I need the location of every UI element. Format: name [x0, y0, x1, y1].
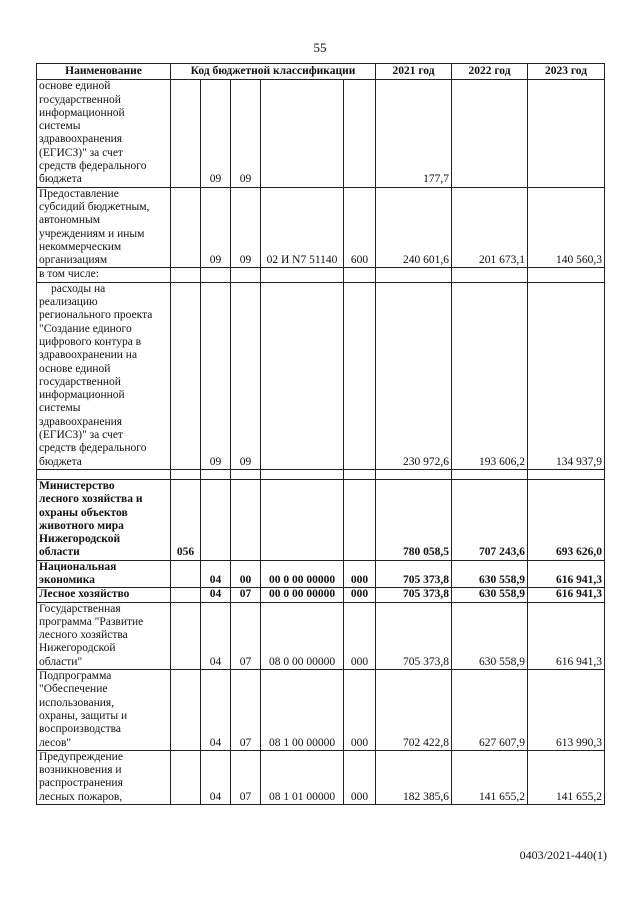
row-name-line: лесного хозяйства [39, 629, 128, 642]
spacer-cell [452, 469, 528, 479]
table-row [37, 80, 605, 187]
cell-section: 09 [201, 187, 231, 268]
cell-2021: 240 601,6 [376, 187, 452, 268]
cell-2023: 616 941,3 [528, 602, 605, 669]
cell-expense-type: 000 [344, 602, 376, 669]
cell-target-article [261, 80, 344, 187]
row-name-line: Нижегородской [39, 533, 121, 546]
cell-2021: 230 972,6 [376, 282, 452, 469]
cell-2023: 141 655,2 [528, 750, 605, 804]
cell-subsection: 00 [231, 560, 261, 588]
row-name-line: области" [39, 655, 83, 668]
budget-table [36, 63, 605, 805]
table-row [37, 588, 605, 602]
row-name [37, 479, 171, 560]
row-name-line: экономика [39, 573, 96, 586]
spacer-cell [528, 469, 605, 479]
row-name-line: информационной [39, 106, 125, 119]
cell-2023: 140 560,3 [528, 187, 605, 268]
spacer-cell [37, 469, 171, 479]
cell-2023: 134 937,9 [528, 282, 605, 469]
row-name-line: основе единой [39, 80, 111, 93]
cell-2022: 201 673,1 [452, 187, 528, 268]
cell-ved [171, 560, 201, 588]
row-name-line: Предоставление [39, 187, 119, 200]
table-row [37, 469, 605, 479]
cell-2021: 705 373,8 [376, 560, 452, 588]
cell-2021: 177,7 [376, 80, 452, 187]
spacer-cell [261, 469, 344, 479]
row-name-line: системы [39, 402, 81, 415]
header-2021: 2021 год [376, 64, 452, 80]
row-name [37, 282, 171, 469]
row-name-line: распространения [39, 777, 123, 790]
cell-section: 04 [201, 750, 231, 804]
row-name-line: области [39, 546, 80, 559]
cell-expense-type [344, 268, 376, 282]
row-name-line: средств федерального [39, 160, 147, 173]
spacer-cell [231, 469, 261, 479]
row-name-line: информационной [39, 389, 125, 402]
cell-expense-type [344, 282, 376, 469]
row-name-line: Предупреждение [39, 750, 123, 763]
cell-expense-type: 000 [344, 560, 376, 588]
spacer-cell [201, 469, 231, 479]
row-name-line: некоммерческим [39, 240, 122, 253]
document-code: 0403/2021-440(1) [519, 848, 607, 862]
cell-target-article: 00 0 00 00000 [261, 560, 344, 588]
cell-target-article [261, 268, 344, 282]
table-row [37, 602, 605, 669]
cell-2021: 705 373,8 [376, 588, 452, 602]
cell-2021: 705 373,8 [376, 602, 452, 669]
row-name-line: животного мира [39, 519, 124, 532]
row-name-line: государственной [39, 375, 121, 388]
row-name [37, 80, 171, 187]
row-name-line: бюджета [39, 455, 82, 468]
row-name-line: средств федерального [39, 442, 147, 455]
cell-target-article: 08 1 01 00000 [261, 750, 344, 804]
cell-target-article: 00 0 00 00000 [261, 588, 344, 602]
row-name-line: Нижегородской [39, 642, 116, 655]
cell-subsection: 07 [231, 750, 261, 804]
cell-2021: 182 385,6 [376, 750, 452, 804]
cell-2022: 630 558,9 [452, 588, 528, 602]
cell-ved [171, 268, 201, 282]
row-name-line: организациям [39, 254, 108, 267]
row-name-line: бюджета [39, 173, 82, 186]
cell-section: 09 [201, 282, 231, 469]
cell-2023: 693 626,0 [528, 479, 605, 560]
header-name: Наименование [37, 64, 171, 80]
row-name-line: Государственная [39, 602, 121, 615]
row-name-line: (ЕГИСЗ)" за счет [39, 429, 123, 442]
row-name-line: основе единой [39, 362, 111, 375]
row-name-line: государственной [39, 93, 121, 106]
table-row [37, 187, 605, 268]
cell-2023: 616 941,3 [528, 560, 605, 588]
cell-expense-type [344, 80, 376, 187]
cell-target-article: 08 0 00 00000 [261, 602, 344, 669]
cell-subsection: 07 [231, 588, 261, 602]
row-name-line: программа "Развитие [39, 615, 144, 628]
table-row [37, 479, 605, 560]
row-name [37, 560, 171, 588]
cell-2022: 141 655,2 [452, 750, 528, 804]
cell-section: 04 [201, 602, 231, 669]
cell-subsection: 07 [231, 602, 261, 669]
cell-subsection: 09 [231, 187, 261, 268]
cell-ved [171, 588, 201, 602]
row-name-line: лесов" [39, 736, 72, 749]
row-name-line: использования, [39, 696, 115, 709]
cell-2022: 630 558,9 [452, 560, 528, 588]
cell-expense-type: 000 [344, 750, 376, 804]
row-name [37, 670, 171, 751]
cell-2022 [452, 268, 528, 282]
row-name-line: "Создание единого [39, 322, 132, 335]
cell-2021 [376, 268, 452, 282]
row-name-line: возникновения и [39, 764, 122, 777]
row-name-line: лесных пожаров, [39, 790, 123, 803]
cell-ved [171, 282, 201, 469]
row-name-line: Национальная [39, 560, 117, 573]
cell-ved [171, 80, 201, 187]
row-name-line: Подпрограмма [39, 670, 112, 683]
row-name-line: здравоохранении на [39, 349, 138, 362]
cell-target-article [261, 479, 344, 560]
cell-target-article [261, 282, 344, 469]
row-name-line: воспроизводства [39, 723, 121, 736]
page-number: 55 [313, 40, 327, 55]
table-row [37, 268, 605, 282]
cell-2021: 702 422,8 [376, 670, 452, 751]
cell-subsection [231, 479, 261, 560]
row-name [37, 602, 171, 669]
row-name [37, 187, 171, 268]
row-name-line: субсидий бюджетным, [39, 200, 150, 213]
cell-ved [171, 187, 201, 268]
row-name-line: здравоохранения [39, 415, 123, 428]
cell-expense-type [344, 479, 376, 560]
row-name [37, 588, 171, 602]
cell-subsection [231, 268, 261, 282]
spacer-cell [376, 469, 452, 479]
table-row [37, 670, 605, 751]
row-name [37, 750, 171, 804]
row-name-line: Лесное хозяйство [39, 588, 130, 601]
row-name-line: цифрового контура в [39, 335, 142, 348]
cell-2022: 193 606,2 [452, 282, 528, 469]
table-header-row [37, 64, 605, 80]
cell-target-article: 02 И N7 51140 [261, 187, 344, 268]
cell-2023 [528, 268, 605, 282]
table-row [37, 560, 605, 588]
header-code: Код бюджетной классификации [171, 64, 376, 80]
cell-ved [171, 602, 201, 669]
cell-2022 [452, 80, 528, 187]
spacer-cell [344, 469, 376, 479]
cell-expense-type: 600 [344, 187, 376, 268]
cell-expense-type: 000 [344, 588, 376, 602]
cell-2022: 630 558,9 [452, 602, 528, 669]
row-name-line: учреждениям и иным [39, 227, 145, 240]
header-2023: 2023 год [528, 64, 605, 80]
cell-section: 04 [201, 588, 231, 602]
cell-section: 04 [201, 560, 231, 588]
cell-ved [171, 750, 201, 804]
table-row [37, 282, 605, 469]
cell-target-article: 08 1 00 00000 [261, 670, 344, 751]
cell-ved: 056 [171, 479, 201, 560]
row-name-line: автономным [39, 214, 100, 227]
cell-section [201, 479, 231, 560]
row-name-line: охраны объектов [39, 506, 128, 519]
cell-2021: 780 058,5 [376, 479, 452, 560]
cell-expense-type: 000 [344, 670, 376, 751]
row-name-line: Министерство [39, 479, 115, 492]
cell-2022: 707 243,6 [452, 479, 528, 560]
cell-section: 04 [201, 670, 231, 751]
row-name-line: лесного хозяйства и [39, 493, 143, 506]
row-name-line: реализацию [39, 296, 98, 309]
row-name-line: в том числе: [39, 268, 99, 281]
row-name-line: расходы на [51, 282, 106, 295]
row-name-line: здравоохранения [39, 133, 123, 146]
row-name-line: регионального проекта [39, 309, 153, 322]
table-body [37, 80, 605, 805]
cell-subsection: 07 [231, 670, 261, 751]
cell-2023: 616 941,3 [528, 588, 605, 602]
cell-2023 [528, 80, 605, 187]
row-name-line: "Обеспечение [39, 683, 108, 696]
cell-2022: 627 607,9 [452, 670, 528, 751]
cell-subsection: 09 [231, 80, 261, 187]
cell-section [201, 268, 231, 282]
cell-ved [171, 670, 201, 751]
header-2022: 2022 год [452, 64, 528, 80]
row-name [37, 268, 171, 282]
row-name-line: (ЕГИСЗ)" за счет [39, 146, 123, 159]
cell-2023: 613 990,3 [528, 670, 605, 751]
cell-subsection: 09 [231, 282, 261, 469]
cell-section: 09 [201, 80, 231, 187]
row-name-line: охраны, защиты и [39, 709, 128, 722]
table-row [37, 750, 605, 804]
spacer-cell [171, 469, 201, 479]
row-name-line: системы [39, 120, 81, 133]
